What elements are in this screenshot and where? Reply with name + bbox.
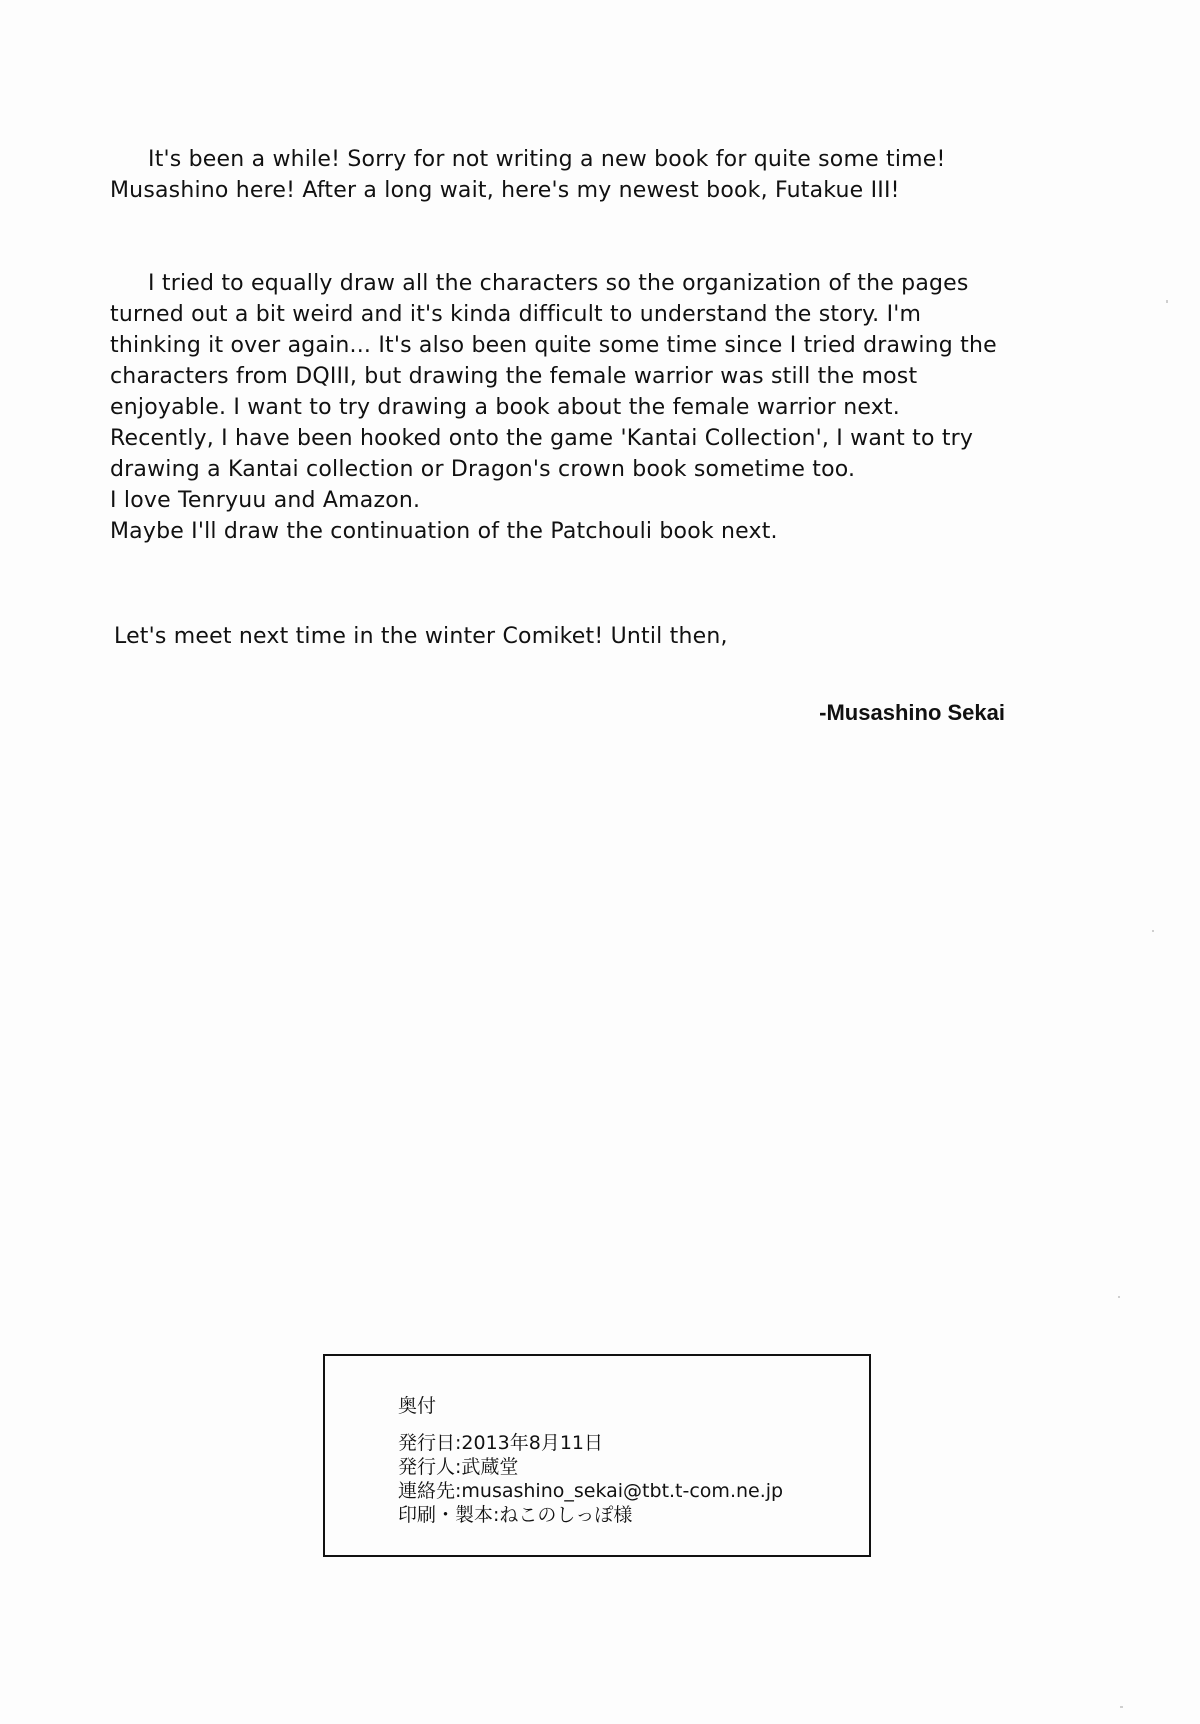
colophon-publisher: 発行人:武蔵堂 [398, 1456, 519, 1478]
colophon-contact: 連絡先:musashino_sekai@tbt.t-com.ne.jp [398, 1480, 784, 1502]
body-line: Recently, I have been hooked onto the game 'Kantai Collection', I want to try [110, 426, 974, 451]
body-line: enjoyable. I want to try drawing a book about the female warrior next. [110, 395, 900, 420]
body-line: thinking it over again... It's also been quite some time since I tried drawing the [110, 333, 997, 358]
colophon-printer: 印刷・製本:ねこのしっぽ様 [398, 1504, 633, 1526]
colophon-box [323, 1354, 871, 1557]
colophon-heading: 奥付 [398, 1395, 437, 1417]
scan-speck [1118, 1296, 1120, 1298]
intro-paragraph [110, 144, 1090, 206]
body-line: Maybe I'll draw the continuation of the Patchouli book next. [110, 519, 778, 544]
body-line: turned out a bit weird and it's kinda difficult to understand the story. I'm [110, 302, 922, 327]
body-paragraph [110, 268, 1090, 547]
intro-line: Musashino here! After a long wait, here's my newest book, Futakue III! [110, 178, 900, 203]
body-line: I tried to equally draw all the characters so the organization of the pages [148, 271, 969, 296]
signature: -Musashino Sekai [819, 700, 1005, 725]
colophon-list [398, 1431, 783, 1527]
closing-line: Let's meet next time in the winter Comiket! Until then, [114, 624, 728, 649]
body-line: I love Tenryuu and Amazon. [110, 488, 421, 513]
scan-speck [1166, 300, 1168, 303]
scan-speck [1152, 930, 1154, 932]
intro-line: It's been a while! Sorry for not writing a new book for quite some time! [148, 147, 946, 172]
closing-paragraph [114, 621, 1094, 652]
colophon-publish-date: 発行日:2013年8月11日 [398, 1432, 604, 1454]
body-line: characters from DQIII, but drawing the female warrior was still the most [110, 364, 918, 389]
body-line: drawing a Kantai collection or Dragon's crown book sometime too. [110, 457, 856, 482]
scan-speck [1120, 1706, 1123, 1708]
